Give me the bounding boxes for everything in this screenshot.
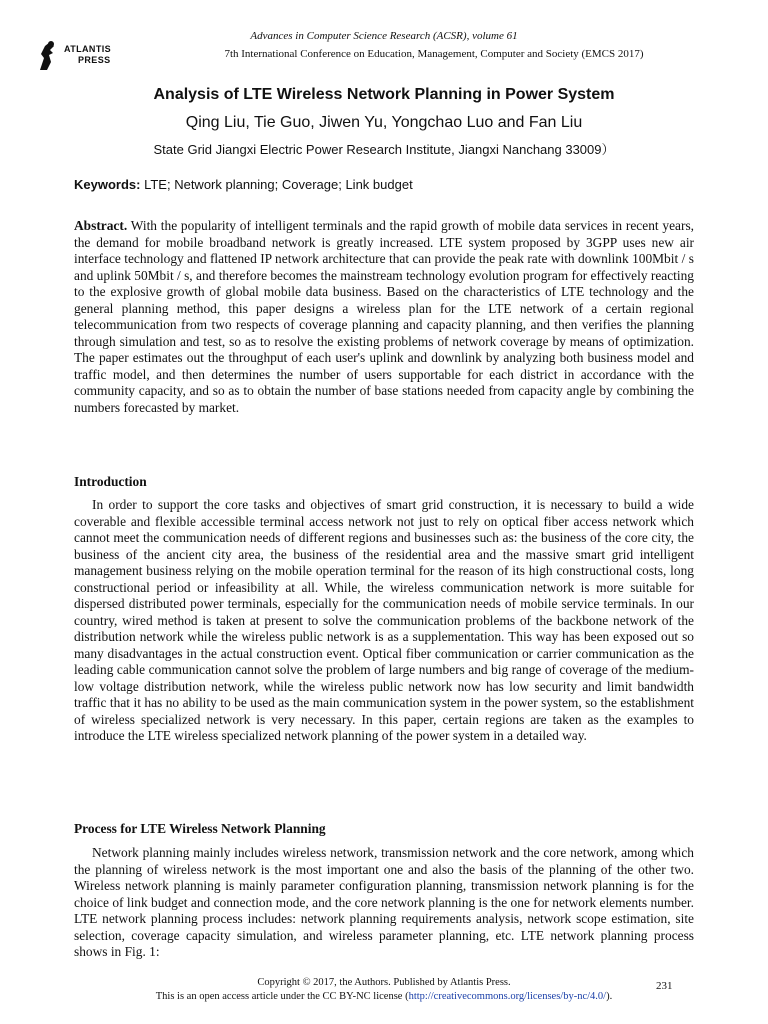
paper-affiliation: State Grid Jiangxi Electric Power Research Institute, Jiangxi Nanchang 33009） xyxy=(153,142,615,157)
atlantis-figure-icon xyxy=(36,40,60,72)
paper-title: Analysis of LTE Wireless Network Planning in Power System xyxy=(153,86,615,103)
license-suffix: ). xyxy=(606,991,613,1002)
publisher-name: ATLANTIS xyxy=(64,44,112,54)
section-heading-introduction: Introduction xyxy=(74,474,147,489)
section-heading-process: Process for LTE Wireless Network Planning xyxy=(74,821,326,836)
paper-authors: Qing Liu, Tie Guo, Jiwen Yu, Yongchao Luo and Fan Liu xyxy=(185,114,583,131)
publisher-name-press: PRESS xyxy=(78,55,111,65)
license-notice xyxy=(0,991,768,1002)
section-text-process: Network planning mainly includes wireless network, transmission network and the core network, among which the planning of wireless network is the most important one and also the basis of the planning of the other two. Wireless network planning is mainly parameter configuration planning, transmission network planning is for the choice of link budget and connection mode, and the core network planning is the one for network elements number. LTE network planning process includes: network planning requirements analysis, network scope estimation, site selection, coverage capacity simulation, and wireless parameter planning, etc. LTE network planning process shows in Fig. 1: xyxy=(74,845,694,959)
license-prefix: This is an open access article under the CC BY-NC license ( xyxy=(155,991,409,1002)
copyright-notice: Copyright © 2017, the Authors. Published by Atlantis Press. xyxy=(257,977,511,988)
abstract xyxy=(74,218,694,416)
keywords-text: LTE; Network planning; Coverage; Link budget xyxy=(144,177,413,192)
section-text-introduction: In order to support the core tasks and objectives of smart grid construction, it is necessary to build a wide coverable and flexible accessible terminal access network not just to rely on optical fiber access network which cannot meet the communication needs of different regions and businesses such as: the business of the core city, the business of the ancient city area, the business of the residential area and the massive smart grid intelligent management business relying on the mobile operation terminal for the reason of its high constructional costs, long constructional period or infeasibility at all. While, the wireless communication network is more suitable for dispersed distributed power terminals, especially for the communication needs of mobile service terminals. In our country, wired method is taken at present to solve the communication problems of the backbone network of the distribution network while the wireless public network is as a supplementation. This way has been exposed out so many disadvantages in the actual construction event. Optical fiber communication or carrier communication as the leading cable communication cannot solve the problem of large numbers and big range of coverage of the medium-low voltage distribution network, while the wireless public network now has low security and limit bandwidth traffic that it has no ability to be used as the main communication system in the power system, so the establishment of wireless specialized network is very necessary. In this paper, certain regions are taken as the examples to introduce the LTE wireless specialized network planning of the power system in a detailed way. xyxy=(74,497,694,743)
keywords xyxy=(74,177,694,192)
abstract-text: With the popularity of intelligent terminals and the rapid growth of mobile data services in recent years, the demand for mobile broadband network is greatly increased. LTE system proposed by 3GPP uses new air interface technology and flattened IP network architecture that can provide the peak rate with downlink 100Mbit / s and uplink 50Mbit / s, and therefore becomes the mainstream technology evolution program for effectively reacting to the explosive growth of global mobile data business. Based on the characteristics of LTE technology and the general planning method, this paper designs a wireless plan for the LTE network of a certain regional telecommunication from two respects of coverage planning and capacity planning, and then verifies the planning through simulation and test, so as to resolve the existing problems of network coverage by means of optimization. The paper estimates out the throughput of each user's uplink and downlink by analyzing both business model and traffic model, and then determines the number of users supportable for each district in accordance with the community capacity, and so as to obtain the number of base stations needed from capacity angle by combining the numbers forecasted by market. xyxy=(74,218,694,415)
conference-header: 7th International Conference on Education, Management, Computer and Society (EMCS 2017) xyxy=(224,48,644,60)
series-header: Advances in Computer Science Research (ACSR), volume 61 xyxy=(250,30,518,42)
keywords-label: Keywords: xyxy=(74,177,141,192)
page-number: 231 xyxy=(656,980,673,992)
license-link[interactable]: http://creativecommons.org/licenses/by-nc/4.0/ xyxy=(408,991,607,1002)
abstract-label: Abstract. xyxy=(74,218,128,233)
publisher-logo xyxy=(36,40,116,76)
